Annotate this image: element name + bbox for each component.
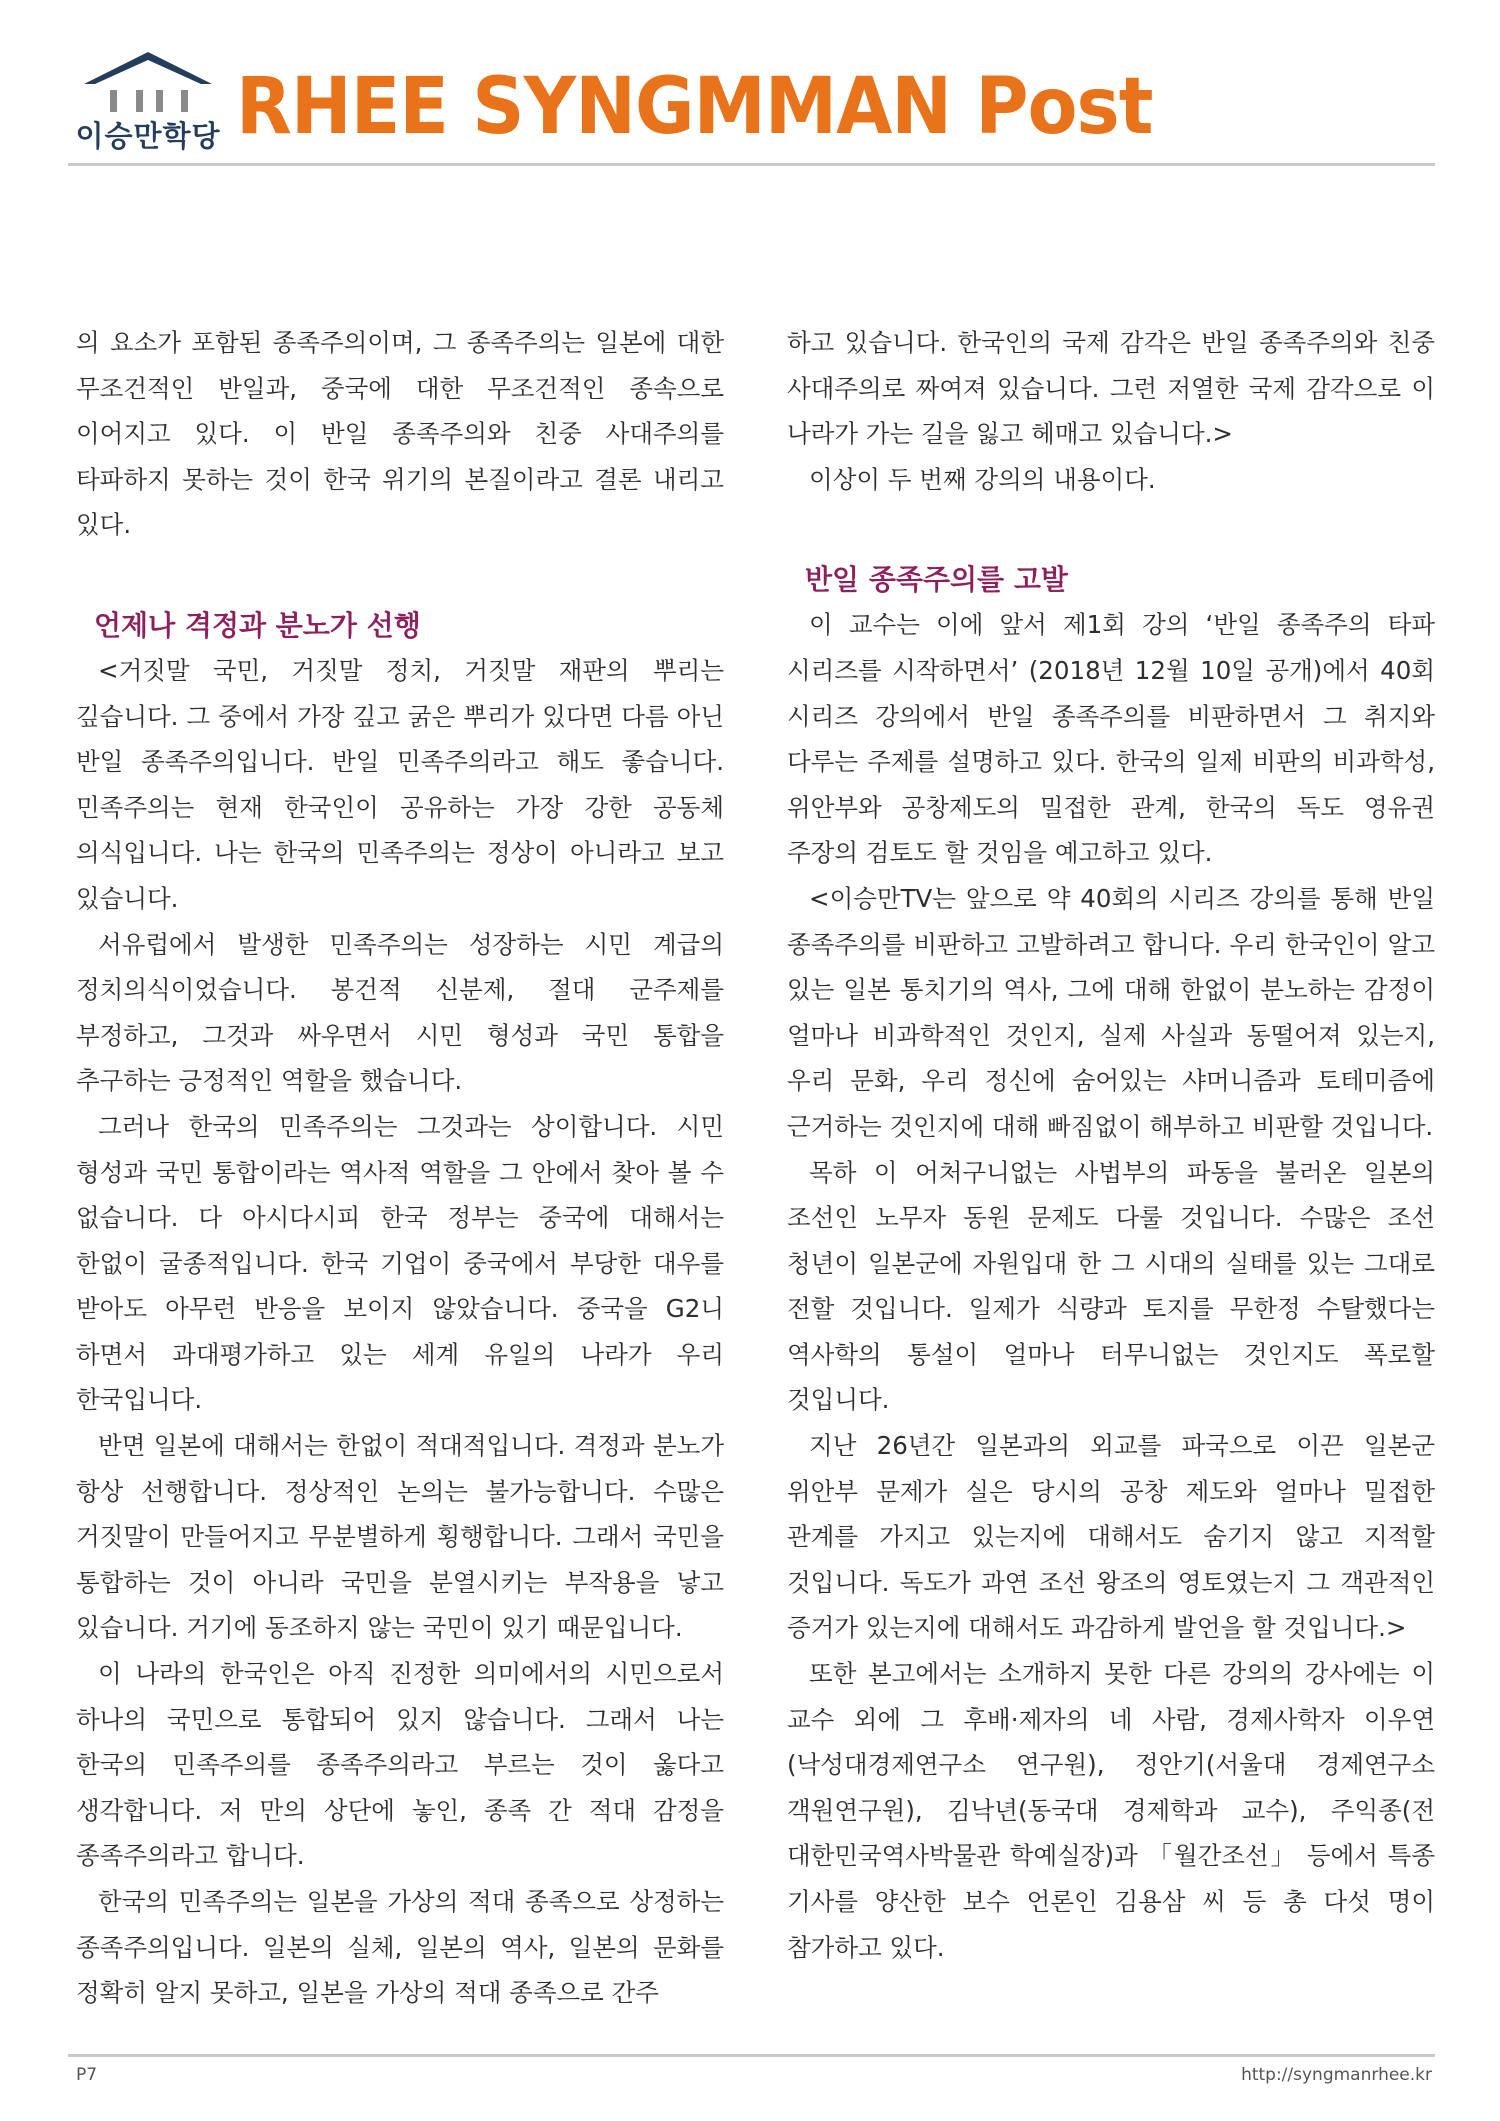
- paragraph: 또한 본고에서는 소개하지 못한 다른 강의의 강사에는 이 교수 외에 그 후배·제자의 네 사람, 경제사학자 이우연(낙성대경제연구소 연구원), 정안기(서울대 경제연구소 객원연구원), 김낙년(동국대 경제학과 교수), 주익종(전 대한민국역사박물관 학예실장)과 「월간조선」 등에서 특종 기사를 양산한 보수 언론인 김용삼 씨 등 총 다섯 명이 참가하고 있다.: [787, 1659, 1435, 1962]
- paragraph: 서유럽에서 발생한 민족주의는 성장하는 시민 계급의 정치의식이었습니다. 봉건적 신분제, 절대 군주제를 부정하고, 그것과 싸우면서 시민 형성과 국민 통합을 추구하는 긍정적인 역할을 했습니다.: [76, 929, 724, 1096]
- paragraph: 지난 26년간 일본과의 외교를 파국으로 이끈 일본군 위안부 문제가 실은 당시의 공창 제도와 얼마나 밀접한 관계를 가지고 있는지에 대해서도 숨기지 않고 지적할 것입니다. 독도가 과연 조선 왕조의 영토였는지 그 객관적인 증거가 있는지에 대해서도 과감하게 발언을 할 것입니다.>: [787, 1431, 1435, 1643]
- paragraph: 그러나 한국의 민족주의는 그것과는 상이합니다. 시민 형성과 국민 통합이라는 역사적 역할을 그 안에서 찾아 볼 수 없습니다. 다 아시다시피 한국 정부는 중국에 대해서는 한없이 굴종적입니다. 한국 기업이 중국에서 부당한 대우를 받아도 아무런 반응을 보이지 않았습니다. 중국을 G2니 하면서 과대평가하고 있는 세계 유일의 나라가 우리 한국입니다.: [76, 1111, 724, 1415]
- paragraph: 한국의 민족주의는 일본을 가상의 적대 종족으로 상정하는 종족주의입니다. 일본의 실체, 일본의 역사, 일본의 문화를 정확히 알지 못하고, 일본을 가상의 적대 종족으로 간주: [76, 1887, 724, 2008]
- header-divider: [68, 163, 1435, 166]
- paragraph: 이 교수는 이에 앞서 제1회 강의 ‘반일 종족주의 타파 시리즈를 시작하면서’ (2018년 12월 10일 공개)에서 40회 시리즈 강의에서 반일 종족주의를 비판하면서 그 취지와 다루는 주제를 설명하고 있다. 한국의 일제 비판의 비과학성, 위안부와 공창제도의 밀접한 관계, 한국의 독도 영유권 주장의 검토도 할 것임을 예고하고 있다.: [787, 610, 1435, 868]
- right-column: [787, 320, 1435, 1970]
- paragraph: 반면 일본에 대해서는 한없이 적대적입니다. 격정과 분노가 항상 선행합니다. 정상적인 논의는 불가능합니다. 수많은 거짓말이 만들어지고 무분별하게 횡행합니다. 그래서 국민을 통합하는 것이 아니라 국민을 분열시키는 부작용을 낳고 있습니다. 거기에 동조하지 않는 국민이 있기 때문입니다.: [76, 1431, 724, 1643]
- left-column: [76, 320, 724, 2016]
- section-heading: 언제나 격정과 분노가 선행: [94, 608, 421, 642]
- paragraph: 목하 이 어처구니없는 사법부의 파동을 불러온 일본의 조선인 노무자 동원 문제도 다룰 것입니다. 수많은 조선 청년이 일본군에 자원입대 한 그 시대의 실태를 있는 그대로 전할 것입니다. 일제가 식량과 토지를 무한정 수탈했다는 역사학의 통설이 얼마나 터무니없는 것인지도 폭로할 것입니다.: [787, 1157, 1435, 1415]
- paragraph: <거짓말 국민, 거짓말 정치, 거짓말 재판의 뿌리는 깊습니다. 그 중에서 가장 깊고 굵은 뿌리가 있다면 다름 아닌 반일 종족주의입니다. 반일 민족주의라고 해도 좋습니다. 민족주의는 현재 한국인이 공유하는 가장 강한 공동체 의식입니다. 나는 한국의 민족주의는 정상이 아니라고 보고 있습니다.: [76, 655, 724, 913]
- paragraph: 하고 있습니다. 한국인의 국제 감각은 반일 종족주의와 친중 사대주의로 짜여져 있습니다. 그런 저열한 국제 감각으로 이 나라가 가는 길을 잃고 헤매고 있습니다.>: [787, 328, 1435, 449]
- footer-divider: [68, 2054, 1435, 2057]
- page-number: P7: [76, 2065, 98, 2085]
- section-heading: 반일 종족주의를 고발: [805, 563, 1068, 597]
- paragraph: 이상이 두 번째 강의의 내용이다.: [809, 464, 1156, 494]
- paragraph: <이승만TV는 앞으로 약 40회의 시리즈 강의를 통해 반일 종족주의를 비판하고 고발하려고 합니다. 우리 한국인이 알고 있는 일본 통치기의 역사, 그에 대해 한없이 분노하는 감정이 얼마나 비과학적인 것인지, 실제 사실과 동떨어져 있는지, 우리 문화, 우리 정신에 숨어있는 샤머니즘과 토테미즘에 근거하는 것인지에 대해 빠짐없이 해부하고 비판할 것입니다.: [787, 883, 1435, 1141]
- page-header: [0, 0, 1500, 180]
- paragraph: 이 나라의 한국인은 아직 진정한 의미에서의 시민으로서 하나의 국민으로 통합되어 있지 않습니다. 그래서 나는 한국의 민족주의를 종족주의라고 부르는 것이 옳다고 생각합니다. 저 만의 상단에 놓인, 종족 간 적대 감정을 종족주의라고 합니다.: [76, 1659, 724, 1871]
- footer-url[interactable]: http://syngmanrhee.kr: [1241, 2065, 1432, 2085]
- logo-text: 이승만학당: [75, 119, 221, 153]
- hall-icon: [80, 50, 216, 114]
- paragraph: 의 요소가 포함된 종족주의이며, 그 종족주의는 일본에 대한 무조건적인 반일과, 중국에 대한 무조건적인 종속으로 이어지고 있다. 이 반일 종족주의와 친중 사대주의를 타파하지 못하는 것이 한국 위기의 본질이라고 결론 내리고 있다.: [76, 328, 724, 540]
- logo: [68, 50, 228, 153]
- masthead-title: RHEE SYNGMMAN Post: [236, 62, 1153, 152]
